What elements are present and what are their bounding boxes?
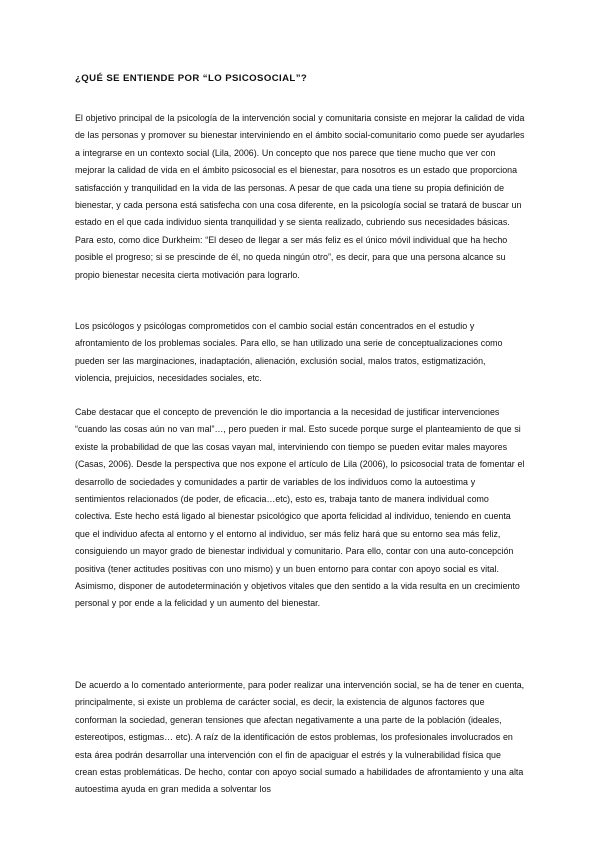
paragraph-wellbeing: El objetivo principal de la psicología de la intervención social y comunitaria consiste en mejorar la calidad de vida de las personas y promover su bienestar interviniendo en el ámbito social-comunitario como puede ser ayudarles a integrarse en un contexto social (Lila, 2006). Un concepto que nos parece que tiene mucho que ver con mejorar la calidad de vida en el ámbito psicosocial es el bienestar, para nosotros es un estado que proporciona satisfacción y tranquilidad en la vida de las personas. A pesar de que cada una tiene su propia definición de bienestar, y cada persona está satisfecha con una cosa diferente, en la psicología social se tratará de buscar un estado en el que cada individuo sienta tranquilidad y se sienta realizado, cubriendo sus necesidades básicas. Para esto, como dice Durkheim: “El deseo de llegar a ser más feliz es el único móvil individual que ha hecho posible el progreso; si se prescinde de él, no queda ningún otro”, es decir, para que una persona alcance su propio bienestar necesita cierta motivación para lograrlo. xyxy=(75,113,525,280)
paragraph-prevention: Cabe destacar que el concepto de prevención le dio importancia a la necesidad de justificar intervenciones “cuando las cosas aún no van mal”…, pero pueden ir mal. Esto sucede porque surge el planteamiento de que si existe la probabilidad de que las cosas vayan mal, interviniendo con tiempo se pueden evitar males mayores (Casas, 2006). Desde la perspectiva que nos expone el artículo de Lila (2006), lo psicosocial trata de fomentar el desarrollo de sociedades y comunidades a partir de variables de los individuos como la autoestima y sentimientos relacionados (de poder, de eficacia…etc), esto es, trabaja tanto de manera individual como colectiva. Este hecho está ligado al bienestar psicológico que aporta felicidad al individuo, teniendo en cuenta que el individuo afecta al entorno y el entorno al individuo, ser más feliz hará que su entorno sea más feliz, consiguiendo un mayor grado de bienestar individual y comunitario. Para ello, contar con una auto-concepción positiva (tener actitudes positivas con uno mismo) y un buen entorno para contar con apoyo social es vital. Asimismo, disponer de autodeterminación y objetivos vitales que den sentido a la vida resulta en un crecimiento personal y por ende a la felicidad y un aumento del bienestar. xyxy=(75,407,525,609)
paragraph-intervention: De acuerdo a lo comentado anteriormente, para poder realizar una intervención social, se ha de tener en cuenta, principalmente, si existe un problema de carácter social, es decir, la existencia de algunos factores que conforman la sociedad, generan tensiones que afectan negativamente a una parte de la población (ideales, estereotipos, estigmas… etc). A raíz de la identificación de estos problemas, los profesionales involucrados en esta área podrán desarrollar una intervención con el fin de apaciguar el estrés y la vulnerabilidad física que crean estas problemáticas. De hecho, contar con apoyo social sumado a habilidades de afrontamiento y una alta autoestima ayuda en gran medida a solventar los xyxy=(75,680,525,795)
paragraph-social-problems: Los psicólogos y psicólogas comprometidos con el cambio social están concentrados en el estudio y afrontamiento de los problemas sociales. Para ello, se han utilizado una serie de conceptualizaciones como pueden ser las marginaciones, inadaptación, alienación, exclusión social, malos tratos, estigmatización, violencia, prejuicios, necesidades sociales, etc. xyxy=(75,321,503,384)
document-title: ¿QUÉ SE ENTIENDE POR “LO PSICOSOCIAL”? xyxy=(75,73,308,84)
